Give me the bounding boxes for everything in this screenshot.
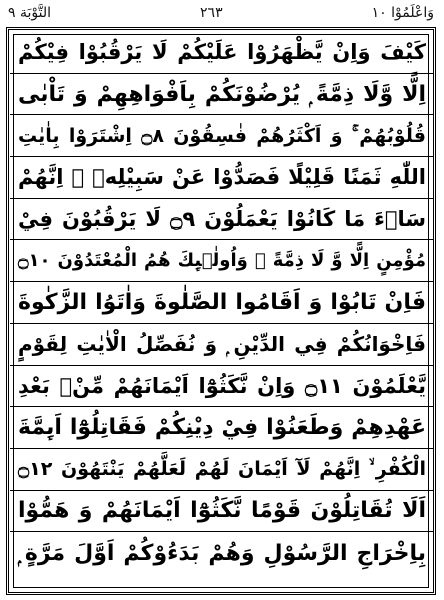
verse-line (10, 199, 434, 241)
verse-text: كَيْفَ وَاِنْ يَّظْهَرُوْا عَلَيْكُمْ لَا يَرْقُبُوْا فِيْكُمْ (18, 40, 426, 65)
verse-text: فَاِنْ تَابُوْا وَ اَقَامُوا الصَّلٰوةَ وَاٰتَوُا الزَّكٰوةَ (18, 289, 426, 315)
verse-line (10, 449, 434, 491)
verse-line (10, 532, 434, 574)
verse-text: عَهْدِهِمْ وَطَعَنُوْا فِيْ دِيْنِكُمْ فَقَاتِلُوْٓا اَىِٕمَّةَ (18, 415, 426, 441)
verse-text: مُؤْمِنٍ اِلًّا وَّ لَا ذِمَّةً ۭ وَاُولٰۗىِٕكَ هُمُ الْمُعْتَدُوْنَ ۝١٠ (18, 250, 426, 272)
verse-line (10, 240, 434, 282)
verse-text: اللّٰهِ ثَمَنًا قَلِيْلًا فَصَدُّوْا عَنْ سَبِيْلِهٖ ۭ اِنَّهُمْ (18, 165, 426, 190)
verse-line (10, 491, 434, 533)
verse-text: سَاۗءَ مَا كَانُوْا يَعْمَلُوْنَ ۝٩ لَا يَرْقُبُوْنَ فِيْ (18, 207, 426, 232)
verse-text: فَاِخْوَانُكُمْ فِي الدِّيْنِ ۭ وَ نُفَصِّلُ الْاٰيٰتِ لِقَوْمٍ (18, 332, 426, 357)
verse-line (10, 324, 434, 366)
verse-line (10, 407, 434, 449)
juz-name: وَاعْلَمُوْا ١٠ (371, 5, 434, 21)
verse-lines (10, 32, 434, 574)
verse-line (10, 282, 434, 324)
verse-text: اَلَا تُقَاتِلُوْنَ قَوْمًا نَّكَثُوْٓا اَيْمَانَهُمْ وَ هَمُّوْا (18, 498, 426, 524)
verse-text: اِلًّا وَّلَا ذِمَّةً ۭ يُرْضُوْنَكُمْ بِاَفْوَاهِهِمْ وَ تَاْبٰى (18, 81, 426, 107)
verse-text: يَّعْلَمُوْنَ ۝١١ وَاِنْ نَّكَثُوْٓا اَيْمَانَهُمْ مِّنْۢ بَعْدِ (18, 373, 426, 398)
verse-line (10, 157, 434, 199)
verse-line (10, 115, 434, 157)
page-header (0, 0, 444, 26)
surah-name: التَّوْبَة ٩ (8, 5, 51, 21)
verse-text: الْكُفْرِ ۙ اِنَّهُمْ لَآ اَيْمَانَ لَهُمْ لَعَلَّهُمْ يَنْتَهُوْنَ ۝١٢ (18, 458, 426, 481)
page-number: ٢٦٣ (200, 5, 223, 21)
verse-text: قُلُوْبُهُمْ ۚ وَ اَكْثَرُهُمْ فٰسِقُوْنَ ۝٨ اِشْتَرَوْا بِاٰيٰتِ (18, 124, 426, 147)
verse-line (10, 74, 434, 116)
verse-line (10, 366, 434, 408)
verse-text: بِاِخْرَاجِ الرَّسُوْلِ وَهُمْ بَدَءُوْكُمْ اَوَّلَ مَرَّةٍ ۭ (18, 540, 426, 566)
verse-line (10, 32, 434, 74)
